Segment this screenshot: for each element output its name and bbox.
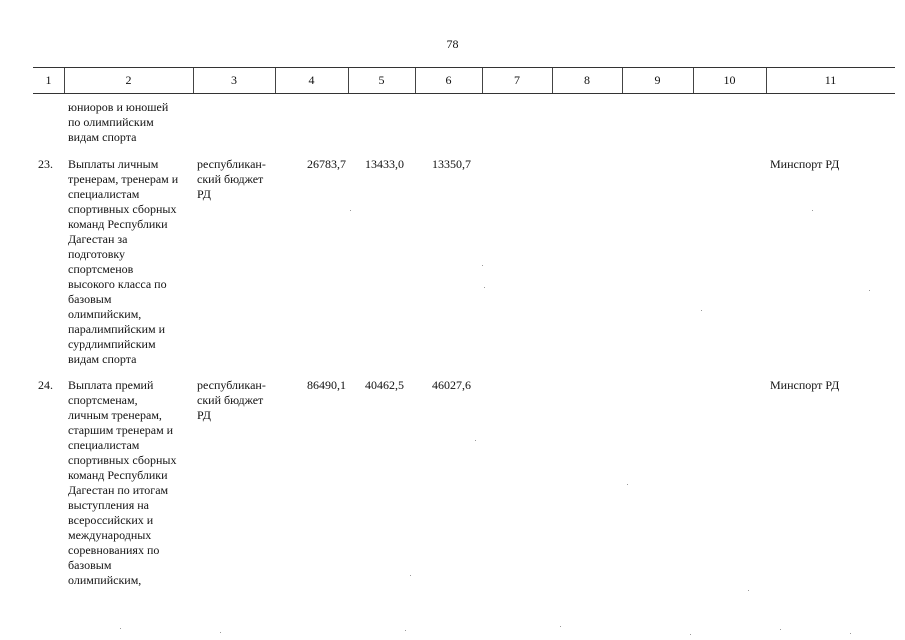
header-col-11: 11	[824, 73, 837, 87]
year2-amount: 13350,7	[432, 157, 471, 171]
header-col-10: 10	[723, 73, 736, 87]
year2-amount: 46027,6	[432, 378, 471, 392]
continuation-text: юниоров и юношей по олимпийским видам спорта	[68, 100, 169, 144]
executor: Минспорт РД	[770, 378, 840, 392]
year1-amount: 13433,0	[365, 157, 404, 171]
year1-amount: 40462,5	[365, 378, 404, 392]
funding-source: республикан- ский бюджет РД	[197, 157, 266, 201]
total-amount: 86490,1	[307, 378, 346, 392]
total-amount: 26783,7	[307, 157, 346, 171]
header-col-6: 6	[445, 73, 452, 87]
row-number: 24.	[38, 378, 53, 392]
measure-name: Выплаты личным тренерам, тренерам и специалистам спортивных сборных команд Республики Дагестан за подготовку спортсменов высокого класса по базовым олимпийским, паралимпийским и сурдлимпийским видам спорта	[68, 157, 179, 366]
table-header	[33, 67, 895, 94]
header-col-1: 1	[45, 73, 52, 87]
page-number: 78	[446, 37, 459, 51]
measure-name: Выплата премий спортсменам, личным тренерам, старшим тренерам и специалистам спортивных сборных команд Республики Дагестан по итогам выступления на всероссийских и международных соревнованиях по базовым олимпийским,	[68, 378, 177, 587]
funding-source: республикан- ский бюджет РД	[197, 378, 266, 422]
row-number: 23.	[38, 157, 53, 171]
header-col-8: 8	[584, 73, 590, 87]
header-col-3: 3	[231, 73, 237, 87]
executor: Минспорт РД	[770, 157, 840, 171]
header-col-7: 7	[514, 73, 520, 87]
header-col-9: 9	[654, 73, 661, 87]
header-col-2: 2	[125, 73, 132, 87]
header-col-5: 5	[378, 73, 385, 87]
header-col-4: 4	[308, 73, 315, 87]
